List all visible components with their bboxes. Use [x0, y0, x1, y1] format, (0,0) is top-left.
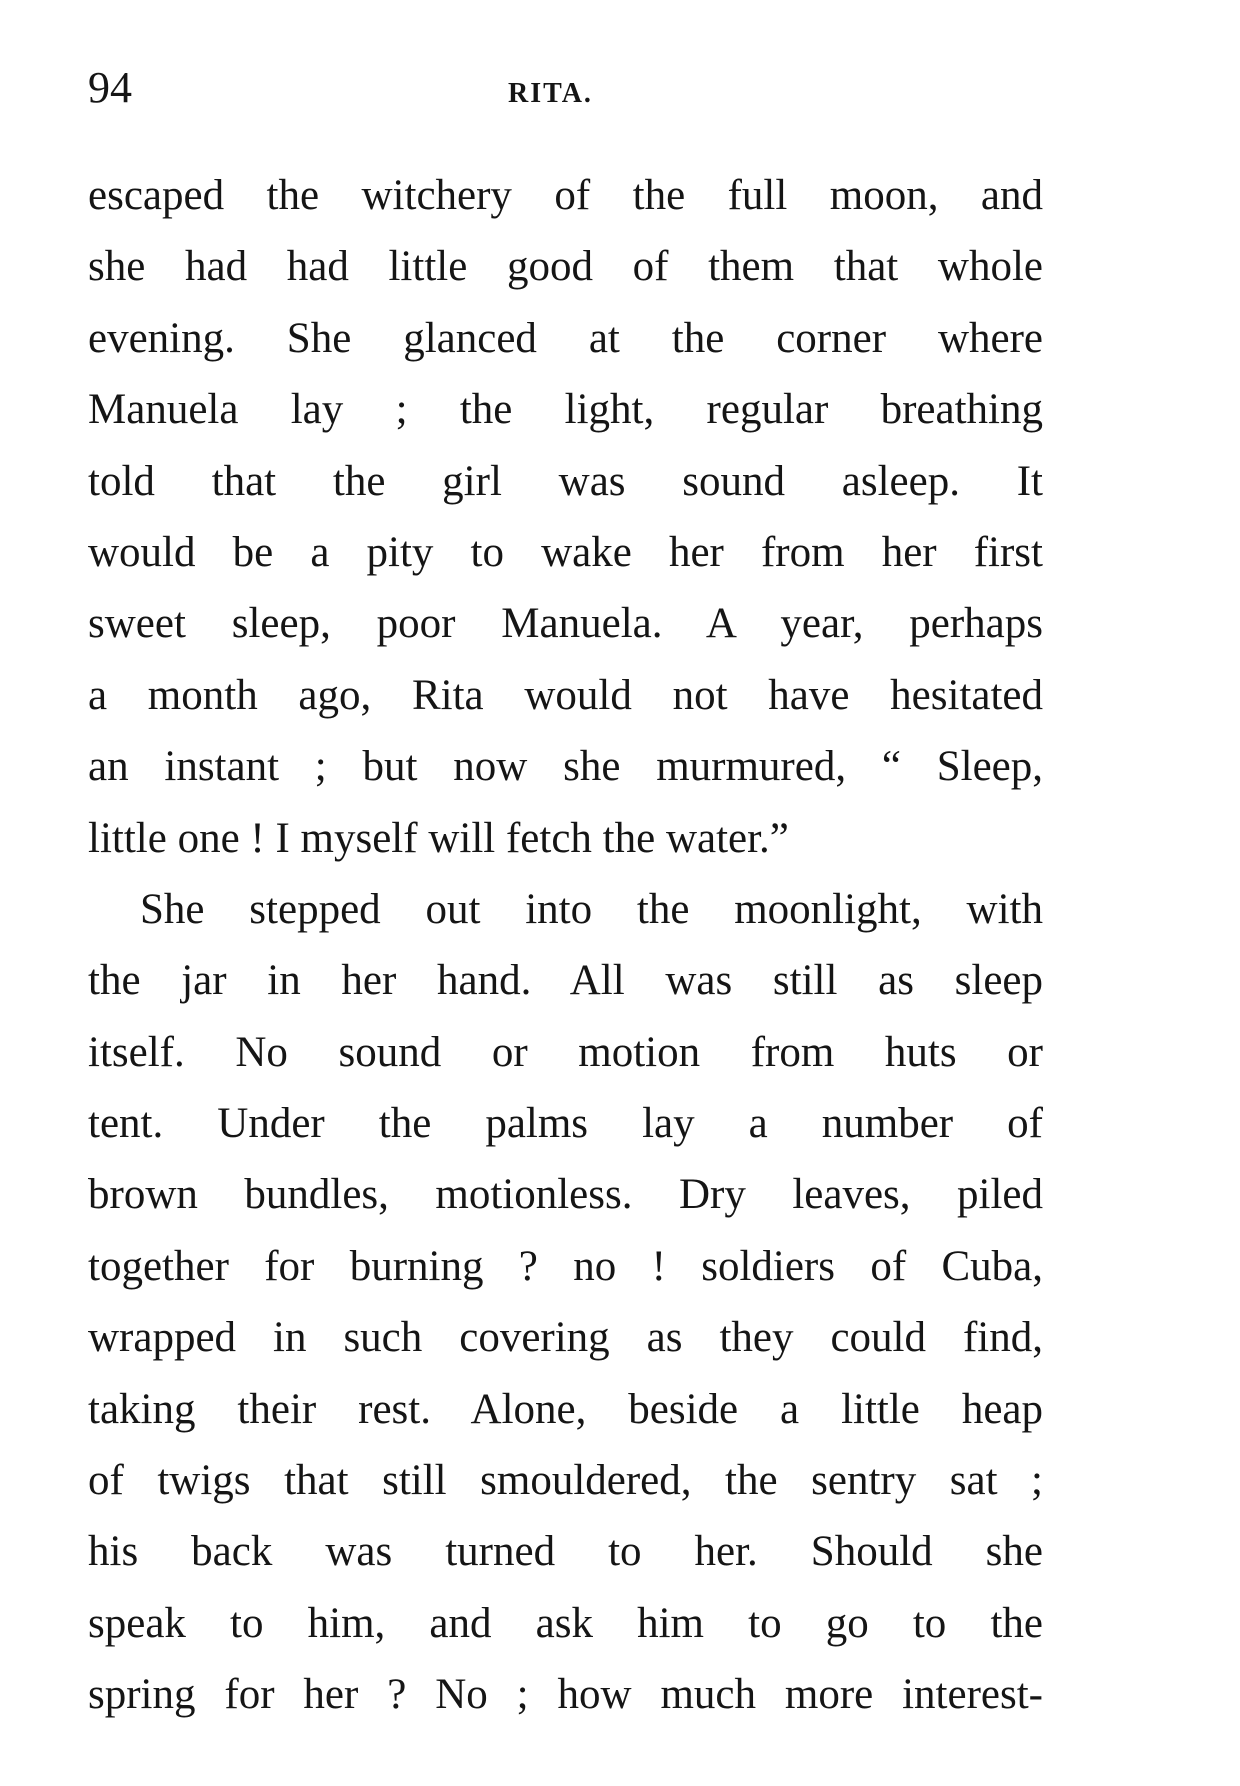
paragraph-end-line: little one ! I myself will fetch the water.”: [88, 814, 789, 862]
text-line: would be a pity to wake her from her first: [88, 528, 1043, 576]
text-line: sweet sleep, poor Manuela. A year, perhaps: [88, 600, 1043, 648]
text-line: evening. She glanced at the corner where: [88, 314, 1043, 362]
text-line: wrapped in such covering as they could find,: [88, 1314, 1043, 1362]
text-line: Manuela lay ; the light, regular breathing: [88, 386, 1043, 434]
text-line: the jar in her hand. All was still as sleep: [88, 957, 1043, 1005]
text-line: of twigs that still smouldered, the sentry sat ;: [88, 1457, 1043, 1505]
text-line: spring for her ? No ; how much more interest-: [88, 1671, 1043, 1719]
running-head: [88, 58, 1043, 118]
text-line: his back was turned to her. Should she: [88, 1528, 1043, 1576]
text-line: an instant ; but now she murmured, “ Sleep,: [88, 743, 1043, 791]
text-line: speak to him, and ask him to go to the: [88, 1599, 1043, 1647]
text-line: brown bundles, motionless. Dry leaves, piled: [88, 1171, 1043, 1219]
text-line: taking their rest. Alone, beside a little heap: [88, 1385, 1043, 1433]
text-line: itself. No sound or motion from huts or: [88, 1028, 1043, 1076]
running-title: RITA.: [508, 78, 593, 109]
text-line: tent. Under the palms lay a number of: [88, 1100, 1043, 1148]
text-line: a month ago, Rita would not have hesitated: [88, 671, 1043, 719]
text-line: escaped the witchery of the full moon, and: [88, 172, 1043, 219]
body-text: [88, 160, 1043, 1731]
text-line: together for burning ? no ! soldiers of Cuba,: [88, 1242, 1043, 1290]
paragraph-start-line: She stepped out into the moonlight, with: [140, 885, 1043, 933]
text-line: told that the girl was sound asleep. It: [88, 457, 1043, 505]
text-line: she had had little good of them that whole: [88, 243, 1043, 291]
page-number: 94: [88, 63, 132, 112]
